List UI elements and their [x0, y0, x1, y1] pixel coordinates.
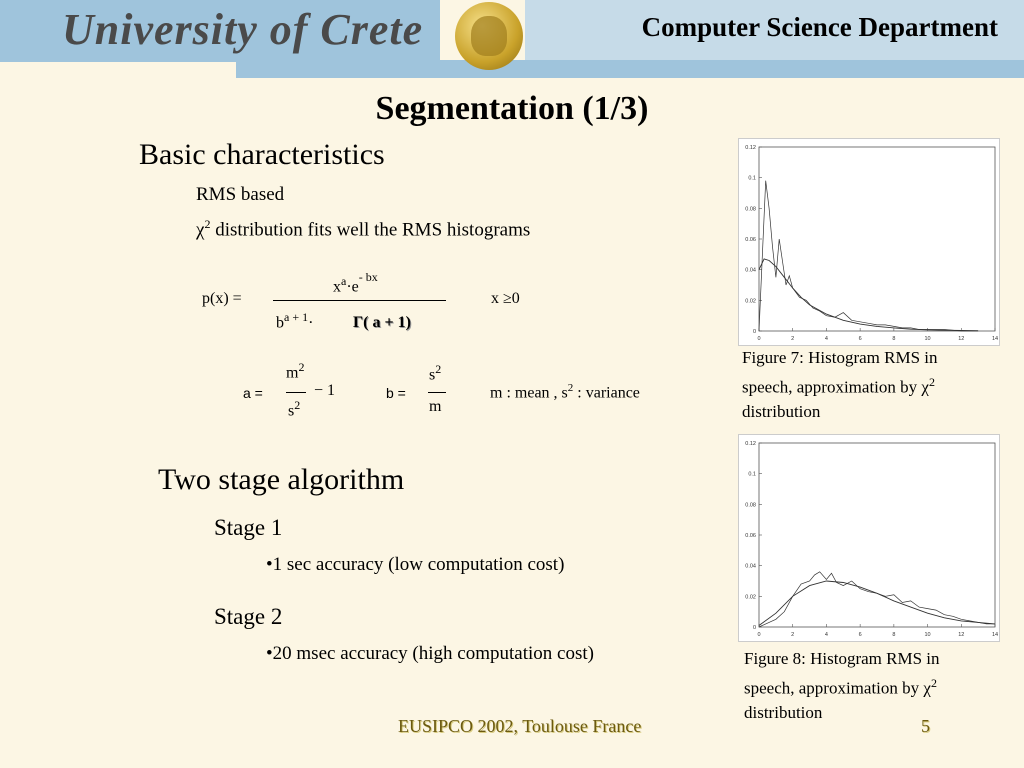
a-num-sup: 2 [298, 360, 305, 374]
a-denominator [288, 398, 300, 420]
x-tick-label: 14 [991, 632, 999, 638]
section-heading-algorithm: Two stage algorithm [158, 463, 405, 496]
chi-text: distribution fits well the RMS histograms [215, 219, 531, 241]
num-exp: - bx [358, 270, 378, 284]
university-seal-icon [455, 2, 523, 70]
fraction-bar [273, 300, 446, 301]
y-tick-label: 0.04 [745, 563, 756, 570]
plot-area [759, 443, 995, 627]
den-dot: · [308, 314, 314, 332]
x-tick-label: 6 [858, 336, 862, 342]
a-den-sup: 2 [294, 398, 301, 412]
den-b: b [276, 314, 284, 332]
section-heading-basic: Basic characteristics [139, 138, 385, 171]
x-tick-label: 2 [791, 632, 795, 638]
x-tick-label: 12 [958, 336, 965, 342]
fig8-caption-line2 [744, 671, 940, 701]
y-tick-label: 0.04 [745, 267, 756, 274]
slide-title: Segmentation (1/3) [375, 90, 649, 127]
x-tick-label: 0 [757, 336, 761, 342]
fig7-caption-line3: distribution [742, 401, 821, 421]
figure-8-svg [739, 435, 999, 641]
chi-symbol: χ [196, 219, 205, 241]
num-a: a [341, 274, 347, 288]
y-tick-label: 0.1 [748, 471, 756, 478]
y-tick-label: 0.02 [745, 594, 756, 601]
formula-condition: x ≥0 [491, 290, 520, 307]
b-label: b = [386, 385, 406, 401]
header-banner [0, 0, 1024, 78]
pdf-formula [195, 262, 695, 342]
bullet-chi-distribution [196, 217, 530, 241]
fig7-caption-line2-text: speech, approximation by χ [742, 377, 929, 397]
stage1-detail: •1 sec accuracy (low computation cost) [266, 554, 565, 575]
figure-7-svg [739, 139, 999, 345]
fig7-caption-line2 [742, 370, 938, 400]
params-formula [240, 358, 700, 430]
legend-pre: m : mean , s [490, 384, 568, 402]
fig7-caption-sup: 2 [928, 375, 935, 389]
footer-page-number: 5 [921, 716, 930, 736]
a-num-m: m [286, 364, 299, 382]
seal-emblem [471, 16, 507, 56]
y-tick-label: 0.12 [745, 441, 756, 447]
a-label: a = [243, 385, 263, 401]
x-tick-label: 8 [892, 632, 896, 638]
x-tick-label: 4 [824, 336, 828, 342]
y-tick-label: 0.08 [745, 502, 756, 509]
fig8-caption-line1: Figure 8: Histogram RMS in [744, 649, 940, 668]
params-legend [490, 382, 640, 402]
stage2-label: Stage 2 [214, 604, 283, 629]
figure-8-caption [744, 647, 940, 725]
y-tick-label: 0.06 [745, 533, 756, 539]
y-tick-label: 0.1 [748, 175, 756, 182]
chi-sup: 2 [204, 217, 211, 231]
plot-area [759, 147, 995, 331]
x-tick-label: 6 [858, 632, 862, 638]
y-tick-label: 0.12 [745, 145, 756, 151]
a-fraction-bar [286, 392, 306, 393]
den-gamma: Γ( a + 1) [353, 314, 411, 331]
formula-denominator [276, 310, 313, 332]
fig7-caption-line1: Figure 7: Histogram RMS in [742, 348, 938, 367]
university-logo-text: University of Crete [62, 5, 424, 54]
x-tick-label: 10 [924, 336, 931, 342]
y-tick-label: 0.06 [745, 237, 756, 243]
x-tick-label: 0 [757, 632, 761, 638]
stage1-label: Stage 1 [214, 515, 283, 540]
a-numerator [286, 360, 304, 382]
x-tick-label: 10 [924, 632, 931, 638]
legend-post: : variance [573, 384, 640, 402]
x-tick-label: 4 [824, 632, 828, 638]
px-label: p(x) = [202, 290, 242, 307]
num-e: ·e [346, 278, 359, 296]
fig8-caption-sup: 2 [930, 676, 937, 690]
y-tick-label: 0 [752, 329, 756, 335]
x-tick-label: 2 [791, 336, 795, 342]
banner-strip [236, 60, 1024, 78]
fig8-caption-line3: distribution [744, 702, 823, 722]
figure-8-chart [738, 434, 1000, 642]
b-numerator [429, 362, 441, 384]
y-tick-label: 0.08 [745, 206, 756, 213]
formula-numerator [333, 270, 378, 296]
x-tick-label: 8 [892, 336, 896, 342]
figure-7-caption [742, 346, 938, 424]
a-minus-one: − 1 [314, 382, 336, 399]
fig8-caption-line2-text: speech, approximation by χ [744, 678, 931, 698]
y-tick-label: 0 [752, 625, 756, 631]
b-denominator: m [429, 398, 442, 415]
figure-7-chart [738, 138, 1000, 346]
b-num-s: s [429, 366, 436, 384]
department-name: Computer Science Department [641, 12, 998, 42]
x-tick-label: 14 [991, 336, 999, 342]
footer-conference: EUSIPCO 2002, Toulouse France [398, 716, 642, 736]
den-exp: a + 1 [284, 310, 309, 324]
bullet-rms-based: RMS based [196, 184, 285, 205]
b-fraction-bar [428, 392, 446, 393]
y-tick-label: 0.02 [745, 298, 756, 305]
num-x: x [333, 278, 341, 296]
legend-sup: 2 [567, 382, 574, 394]
b-num-sup: 2 [435, 362, 442, 376]
a-den-s: s [288, 402, 295, 420]
stage2-detail: •20 msec accuracy (high computation cost) [266, 643, 594, 664]
x-tick-label: 12 [958, 632, 965, 638]
